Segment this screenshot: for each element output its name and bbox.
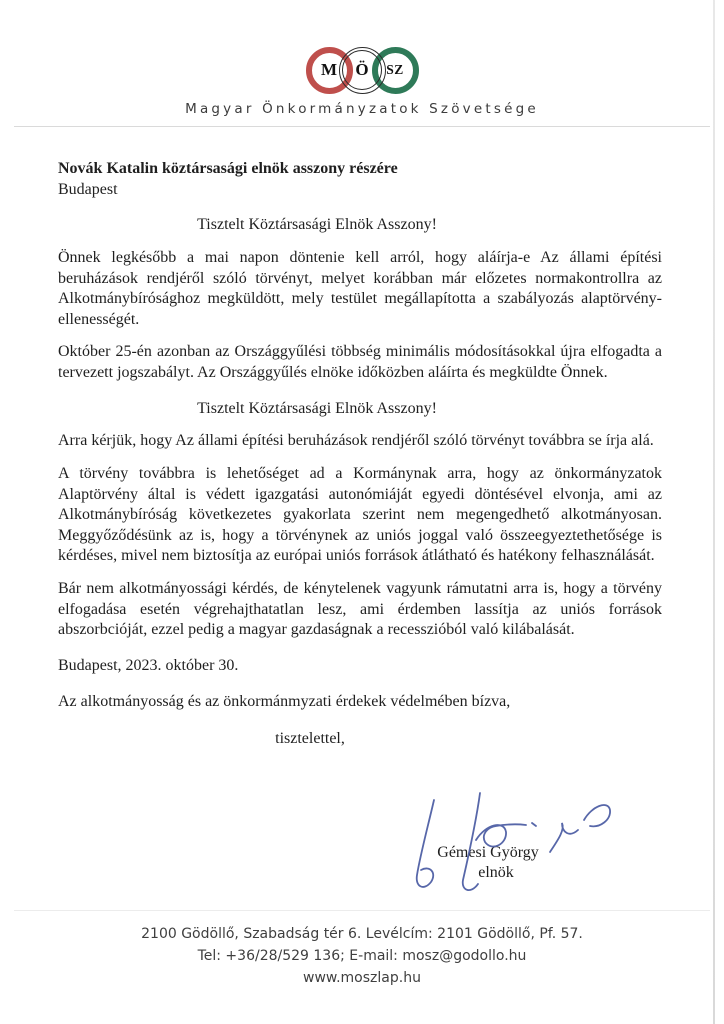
recipient-city: Budapest [58, 180, 118, 198]
footer-website: www.moszlap.hu [303, 970, 421, 986]
footer-contact: Tel: +36/28/529 136; E-mail: mosz@godollo.hu [197, 948, 527, 964]
footer [0, 910, 724, 989]
logo-letter-m: M [320, 60, 338, 79]
paragraph-1: Önnek legkésőbb a mai napon döntenie kell arról, hogy aláírja-e Az állami építési beruházások rendjéről szóló törvényt, melyet korábban már előzetes normakontrollra az Alkotmánybírósághoz megküldött, mely testület megállapította a szabályozás alaptörvény-ellenességét. [58, 248, 662, 328]
closing-line: Az alkotmányosság és az önkormánmyzati érdekek védelmében bízva, [58, 692, 511, 710]
letter-body [0, 159, 724, 750]
scan-edge-artifact [713, 0, 715, 1024]
signer-name: Gémesi György [437, 844, 539, 861]
recipient-block [58, 159, 662, 200]
paragraph-2: Október 25-én azonban az Országgyűlési többség minimális módosításokkal újra elfogadta a tervezett jogszabályt. Az Országgyűlés elnöke időközben aláírta és megküldte Önnek. [58, 343, 662, 381]
mosz-logo [0, 45, 724, 95]
org-name: Magyar Önkormányzatok Szövetsége [185, 101, 539, 117]
valediction: tisztelettel, [275, 730, 345, 748]
date-line: Budapest, 2023. október 30. [58, 656, 239, 674]
paragraph-3: Arra kérjük, hogy Az állami építési beruházások rendjéről szóló törvényt továbbra se írja alá. [58, 432, 654, 450]
footer-address: 2100 Gödöllő, Szabadság tér 6. Levélcím: 2101 Gödöllő, Pf. 57. [141, 926, 583, 942]
signer-title: elnök [478, 864, 514, 881]
recipient-name: Novák Katalin köztársasági elnök asszony részére [58, 160, 398, 177]
letterhead [0, 0, 724, 127]
paragraph-4: A törvény továbbra is lehetőséget ad a Kormánynak arra, hogy az önkormányzatok Alaptörvény által is védett igazgatási autonómiáját egyedi döntésével elvonja, ami az Alkotmánybíróság következetes gyakorlata szerint nem megengedhető alkotmányosan. Meggyőződésünk az is, hogy a törvénynek az uniós joggal való összeegyeztethetősége is kérdéses, mivel nem biztosítja az európai uniós források átlátható és hatékony felhasználását. [58, 464, 662, 565]
salutation-1: Tisztelt Köztársasági Elnök Asszony! [197, 216, 437, 234]
signature-block [388, 778, 628, 898]
footer-divider [14, 910, 710, 911]
salutation-2: Tisztelt Köztársasági Elnök Asszony! [197, 399, 437, 417]
logo-ring-o-icon [339, 47, 386, 94]
logo-letter-o: Ö [355, 60, 369, 79]
logo-letter-sz: SZ [386, 62, 404, 77]
paragraph-5: Bár nem alkotmányossági kérdés, de kénytelenek vagyunk rámutatni arra is, hogy a törvény elfogadása esetén végrehajthatatlan lesz, ami érdemben lassítja az uniós források abszorbcióját, ezzel pedig a magyar gazdaságnak a recesszióból való kilábalását. [58, 580, 662, 639]
header-divider [14, 126, 710, 127]
